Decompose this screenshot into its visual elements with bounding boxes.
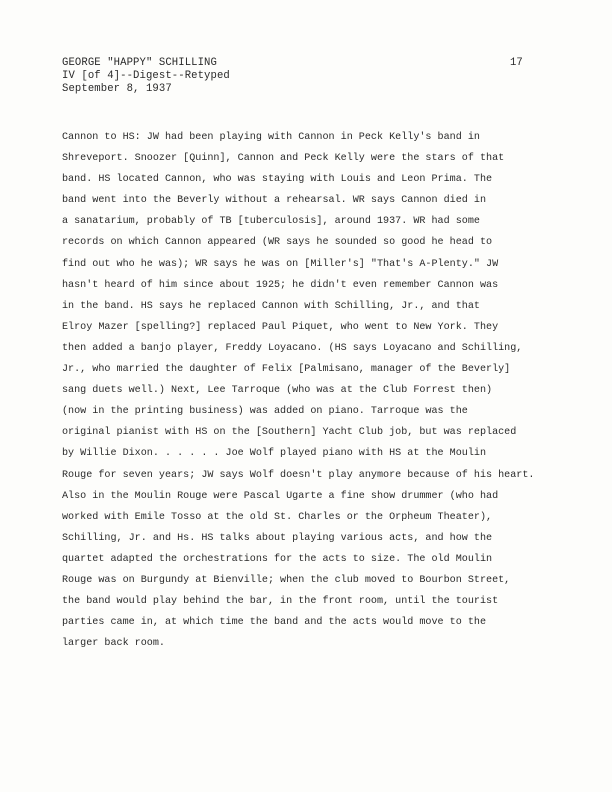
body-line: parties came in, at which time the band and the acts would move to the: [62, 617, 487, 629]
body-line: find out who he was); WR says he was on [Miller's] "That's A-Plenty." JW: [62, 258, 499, 270]
body-line: Jr., who married the daughter of Felix [Palmisano, manager of the Beverly]: [62, 364, 511, 376]
body-line: band went into the Beverly without a rehearsal. WR says Cannon died in: [62, 195, 487, 207]
body-line: sang duets well.) Next, Lee Tarroque (who was at the Club Forrest then): [62, 385, 493, 397]
body-line: Rouge was on Burgundy at Bienville; when the club moved to Bourbon Street,: [62, 574, 511, 586]
body-line: larger back room.: [62, 638, 165, 650]
body-line: by Willie Dixon. . . . . . Joe Wolf played piano with HS at the Moulin: [62, 448, 487, 460]
body-line: band. HS located Cannon, who was staying with Louis and Leon Prima. The: [62, 174, 493, 186]
body-line: in the band. HS says he replaced Cannon with Schilling, Jr., and that: [62, 300, 480, 312]
tape-designation: IV [of 4]--Digest--Retyped: [62, 70, 230, 82]
interview-date: September 8, 1937: [62, 83, 172, 95]
body-line: Cannon to HS: JW had been playing with Cannon in Peck Kelly's band in: [62, 132, 480, 143]
body-line: quartet adapted the orchestrations for the acts to size. The old Moulin: [62, 553, 493, 565]
body-line: Shreveport. Snoozer [Quinn], Cannon and Peck Kelly were the stars of that: [62, 153, 505, 165]
body-line: original pianist with HS on the [Southern] Yacht Club job, but was replaced: [62, 427, 517, 439]
body-line: a sanatarium, probably of TB [tuberculosis], around 1937. WR had some: [62, 216, 480, 228]
body-line: worked with Emile Tosso at the old St. Charles or the Orpheum Theater),: [62, 511, 493, 523]
body-line: records on which Cannon appeared (WR says he sounded so good he head to: [62, 237, 493, 249]
body-line: Schilling, Jr. and Hs. HS talks about playing various acts, and how the: [62, 532, 493, 544]
body-line: Rouge for seven years; JW says Wolf doesn't play anymore because of his heart.: [62, 469, 535, 481]
body-line: then added a banjo player, Freddy Loyacano. (HS says Loyacano and Schilling,: [62, 342, 523, 354]
body-line: Also in the Moulin Rouge were Pascal Ugarte a fine show drummer (who had: [62, 490, 499, 502]
interviewee-name: GEORGE "HAPPY" SCHILLING: [62, 57, 217, 69]
body-text: [62, 127, 562, 654]
document-header: [62, 57, 230, 96]
body-line: hasn't heard of him since about 1925; he didn't even remember Cannon was: [62, 279, 499, 291]
body-line: Elroy Mazer [spelling?] replaced Paul Piquet, who went to New York. They: [62, 321, 499, 333]
body-line: the band would play behind the bar, in the front room, until the tourist: [62, 596, 499, 608]
body-line: (now in the printing business) was added on piano. Tarroque was the: [62, 406, 468, 418]
page-number: 17: [510, 57, 523, 69]
